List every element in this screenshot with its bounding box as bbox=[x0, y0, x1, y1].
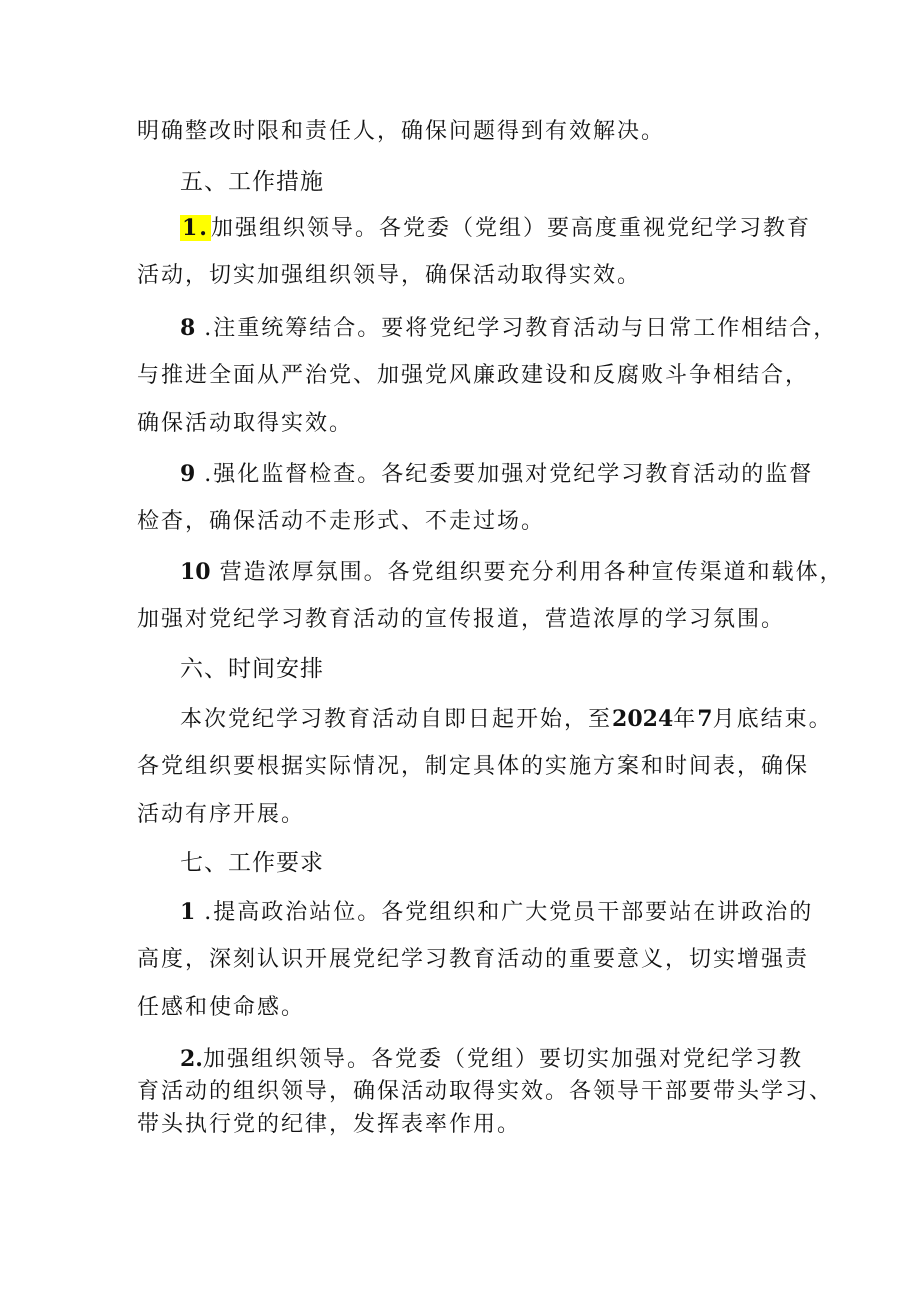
schedule-text-a: 本次党纪学习教育活动自即日起开始，至 bbox=[180, 707, 613, 732]
requirement-2-line-1 bbox=[180, 1044, 803, 1075]
schedule-text-b: 年 bbox=[673, 707, 698, 732]
measure-9-line-1 bbox=[180, 459, 813, 490]
measure-8-line-3: 确保活动取得实效。 bbox=[137, 411, 354, 436]
requirement-2-line-2: 育活动的组织领导，确保活动取得实效。各领导干部要带头学习、 bbox=[137, 1079, 834, 1104]
section-heading-schedule: 六、时间安排 bbox=[180, 656, 324, 682]
measure-1-text: 加强组织领导。各党委（党组）要高度重视党纪学习教育 bbox=[210, 216, 811, 241]
schedule-text-c: 月底结束。 bbox=[712, 707, 833, 732]
requirement-1-line-1 bbox=[180, 897, 813, 928]
requirement-1-text: .提高政治站位。各党组织和广大党员干部要站在讲政治的 bbox=[195, 900, 814, 925]
requirement-1-line-2: 高度，深刻认识开展党纪学习教育活动的重要意义，切实增强责 bbox=[137, 947, 810, 972]
schedule-line-3: 活动有序开展。 bbox=[137, 802, 306, 827]
schedule-line-2: 各党组织要根据实际情况，制定具体的实施方案和时间表，确保 bbox=[137, 754, 810, 779]
item-number: 9 bbox=[180, 461, 196, 487]
measure-9-text: .强化监督检查。各纪委要加强对党纪学习教育活动的监督 bbox=[195, 462, 814, 487]
measure-10-line-2: 加强对党纪学习教育活动的宣传报道，营造浓厚的学习氛围。 bbox=[137, 607, 786, 632]
item-number: 2. bbox=[180, 1046, 203, 1072]
item-number: 8 bbox=[180, 315, 196, 341]
section-heading-requirements: 七、工作要求 bbox=[180, 850, 324, 876]
paragraph-line: 明确整改时限和责任人，确保问题得到有效解决。 bbox=[137, 119, 666, 144]
measure-9-line-2: 检杳，确保活动不走形式、不走过场。 bbox=[137, 509, 546, 534]
measure-8-line-1 bbox=[180, 313, 837, 344]
measure-10-text: 营造浓厚氛围。各党组织要充分利用各种宣传渠道和载体， bbox=[210, 560, 844, 585]
measure-1-line-1 bbox=[180, 213, 811, 244]
requirement-2-text: 加强组织领导。各党委（党组）要切实加强对党纪学习教 bbox=[202, 1047, 803, 1072]
requirement-2-line-3: 带头执行党的纪律，发挥表率作用。 bbox=[137, 1112, 522, 1137]
highlighted-number: 1. bbox=[182, 215, 209, 241]
section-heading-measures: 五、工作措施 bbox=[180, 169, 324, 195]
measure-1-line-2: 活动，切实加强组织领导，确保活动取得实效。 bbox=[137, 263, 642, 288]
item-number: 1 bbox=[180, 899, 196, 925]
measure-8-line-2: 与推进全面从严治党、加强党风廉政建设和反腐败斗争相结合， bbox=[137, 363, 810, 388]
schedule-line-1 bbox=[180, 704, 833, 735]
measure-8-text: .注重统筹结合。要将党纪学习教育活动与日常工作相结合， bbox=[195, 316, 838, 341]
measure-10-line-1 bbox=[180, 557, 844, 588]
schedule-year: 2024 bbox=[612, 706, 674, 732]
requirement-1-line-3: 任感和使命感。 bbox=[137, 995, 306, 1020]
schedule-month: 7 bbox=[697, 706, 713, 732]
item-number: 10 bbox=[180, 559, 211, 585]
